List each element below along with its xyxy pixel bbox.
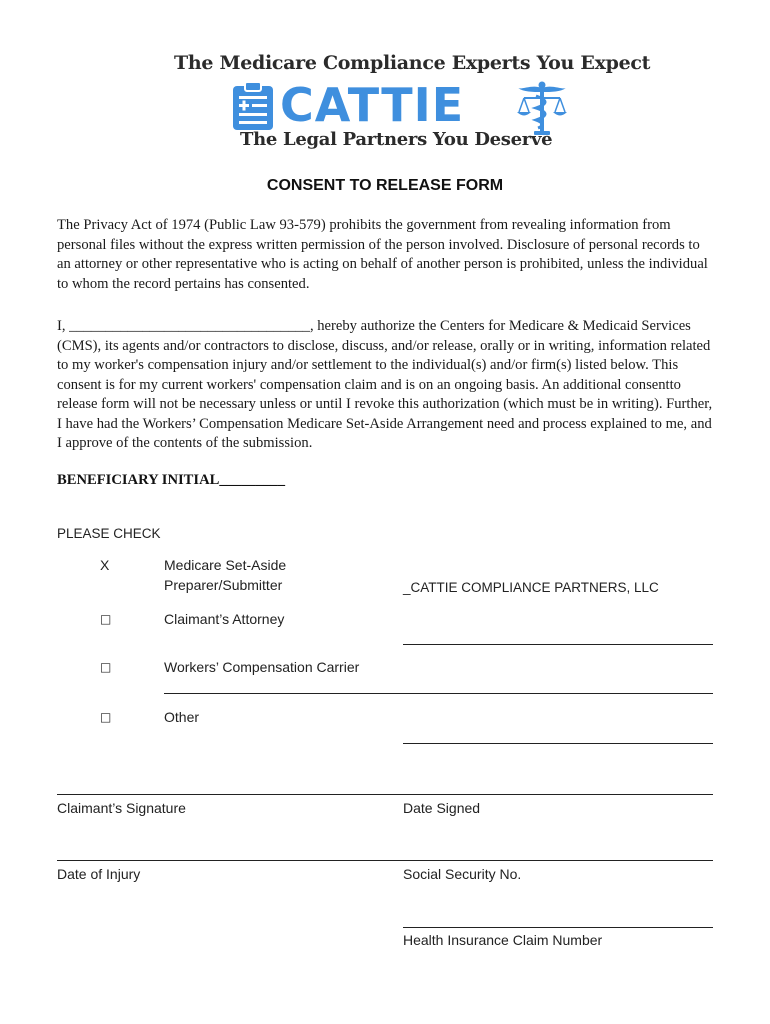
please-check-heading: PLEASE CHECK — [57, 526, 161, 541]
msa-preparer-value[interactable]: _CATTIE COMPLIANCE PARTNERS, LLC — [403, 580, 659, 595]
date-of-injury-label: Date of Injury — [57, 866, 141, 882]
ssn-label: Social Security No. — [403, 866, 522, 882]
option-label-msa-line2: Preparer/Submitter — [164, 577, 283, 593]
option-label-attorney: Claimant’s Attorney — [164, 611, 285, 627]
signature-date-line[interactable] — [57, 794, 713, 795]
checkbox-claimants-attorney[interactable]: □ — [100, 612, 112, 626]
option-label-wc-carrier: Workers’ Compensation Carrier — [164, 659, 360, 675]
hicn-label: Health Insurance Claim Number — [403, 932, 603, 948]
brand-name: CATTIE — [280, 78, 465, 132]
attorney-name-line[interactable] — [403, 644, 713, 645]
hicn-line[interactable] — [403, 927, 713, 928]
beneficiary-initial: BENEFICIARY INITIAL_________ — [57, 472, 286, 488]
option-label-msa-line1: Medicare Set-Aside — [164, 557, 287, 573]
privacy-paragraph: The Privacy Act of 1974 (Public Law 93-579) prohibits the government from revealing information from personal files without the express written permission of the person involved. Disclosure of personal records to an attorney or other representative who is acting on behalf of another person is prohibited, unless the individual to whom the record pertains has consented. — [57, 217, 708, 292]
logo-tagline-bottom: The Legal Partners You Deserve — [240, 129, 553, 150]
authorization-paragraph: I, _________________________________, hereby authorize the Centers for Medicare & Medicaid Services (CMS), its agents and/or contractors to disclose, discuss, and/or release, orally or in writing, information related to my worker's compensation injury and/or settlement to the individual(s) and/or firm(s) listed below. This consent is for my current workers' compensation claim and is on an ongoing basis. An additional consentto release form will not be necessary unless or until I revoke this authorization (which must be in writing). Further, I have had the Workers’ Compensation Medicare Set-Aside Arrangement need and process explained to me, and I approve of the contents of the submission. — [57, 318, 713, 451]
claimant-signature-label: Claimant’s Signature — [57, 800, 186, 816]
date-signed-label: Date Signed — [403, 800, 481, 816]
checkbox-wc-carrier[interactable]: □ — [100, 660, 112, 674]
form-title: CONSENT TO RELEASE FORM — [266, 177, 504, 194]
clipboard-icon — [230, 80, 276, 132]
caduceus-scales-icon — [514, 80, 570, 136]
other-name-line[interactable] — [403, 743, 713, 744]
logo-tagline-top: The Medicare Compliance Experts You Expect — [174, 52, 651, 74]
wc-carrier-name-line[interactable] — [164, 693, 713, 694]
option-label-other: Other — [164, 709, 200, 725]
injury-ssn-line[interactable] — [57, 860, 713, 861]
checkbox-other[interactable]: □ — [100, 710, 112, 724]
checkbox-medicare-set-aside[interactable]: X — [100, 557, 110, 573]
